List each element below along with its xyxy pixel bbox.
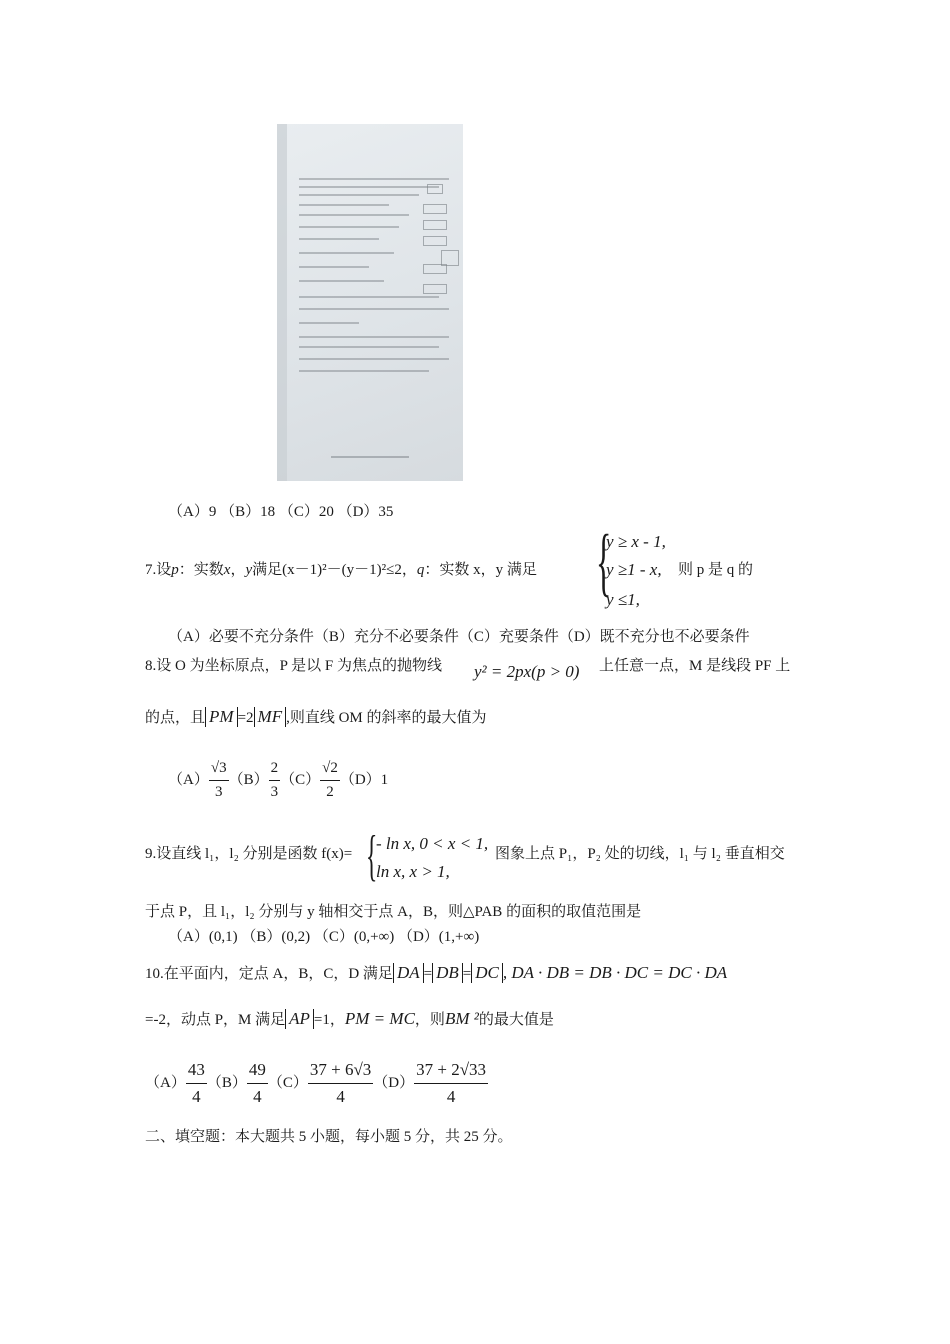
q7-stem-part: 7.设 [145,562,172,578]
q8-parabola-eq: y² = 2px(p > 0) [474,662,580,681]
q10-option-d-fraction [414,1060,488,1107]
q7-system-line-1: y ≥ x - 1, [606,532,666,551]
q10-bm-squared: BM ² [444,1009,479,1028]
photo-text-line [299,308,449,310]
photo-text-line [299,238,379,240]
q8-abs-mf: MF [254,707,287,727]
q7-stem-part: 满足( [252,562,288,578]
q7-stem-part: ：实数 x，y 满足 [424,562,537,578]
photo-text-line [299,370,429,372]
q10-options [145,1060,488,1107]
fraction-denominator: 3 [214,784,223,800]
q7-stem-part: ：实数 [178,562,224,578]
q10-option-c-fraction [308,1060,373,1107]
q10-stem-part: ，则 [414,1012,445,1028]
q7-system-line-2: y ≥1 - x, [606,560,662,579]
fraction-denominator: 4 [192,1087,201,1106]
q10-stem-part: = [423,966,433,982]
q10-stem-part: = [462,966,472,982]
q9-stem-line-2: 于点 P，且 l₁，l₂ 分别与 y 轴相交于点 A，B，则△PAB 的面积的取值范围是 [145,904,642,920]
q10-option-b-fraction [247,1060,268,1107]
photo-text-line [299,226,399,228]
photo-text-line [299,322,359,324]
q8-stem-line-1 [145,654,442,675]
q10-option-label: （A） [145,1074,186,1091]
q7-stem [145,558,537,579]
q7-var-y: y [245,562,253,578]
photo-flowchart-box [423,264,447,274]
q8-stem-part: ,则直线 OM 的斜率的最大值为 [286,710,487,726]
fraction-numerator: √3 [209,760,229,781]
photo-text-line [299,194,419,196]
photo-text-line [299,358,449,360]
photo-text-line [299,186,439,188]
q10-stem-part: =-2，动点 P，M 满足 [145,1012,286,1028]
q7-var-p: p [171,562,179,578]
fraction-denominator: 2 [326,784,334,800]
q10-abs-dc: DC [471,963,503,983]
q7-system-line-3: y ≤1, [606,590,640,609]
photo-text-line [299,204,389,206]
photo-text-line [299,280,384,282]
photo-text-line [299,252,394,254]
fraction-numerator: 2 [269,760,281,781]
q8-option-label: （B） [228,771,269,788]
q10-abs-db: DB [432,963,463,983]
fraction-denominator: 3 [270,784,279,800]
q7-inequality: x－1)²－(y－1)²≤2， [287,562,417,578]
q10-option-a-fraction [186,1060,207,1107]
photo-text-line [299,346,439,348]
q10-abs-da: DA [393,963,424,983]
exam-paper-photo [277,124,463,481]
q10-stem-part: 10.在平面内，定点 A，B，C，D 满足 [145,966,393,982]
section-2-heading: 二、填空题：本大题共 5 小题，每小题 5 分，共 25 分。 [145,1129,513,1145]
q8-option-a-fraction [209,760,229,801]
q9-case-1: - ln x, 0 < x < 1, [376,834,489,853]
q8-option-label: （C） [280,771,321,788]
q8-stem-part: 8.设 O 为坐标原点，P 是以 F 为焦点的抛物线 [145,658,442,674]
fraction-denominator: 4 [253,1087,262,1106]
q10-option-label: （D） [373,1074,415,1091]
photo-text-line [299,214,409,216]
photo-flowchart-box [427,184,443,194]
q7-stem-part: ， [230,562,246,578]
q8-option-b-fraction [269,760,281,801]
fraction-numerator: 37 + 6√3 [308,1060,373,1084]
q8-stem-part: 上任意一点，M 是线段 PF 上 [599,658,791,674]
q10-stem-line-1 [145,962,727,983]
q9-piecewise-brace: { [366,825,378,887]
photo-text-line [299,336,449,338]
photo-text-line [299,178,449,180]
q10-stem-line-2 [145,1008,554,1029]
q10-stem-part: 的最大值是 [478,1012,554,1028]
photo-flowchart-box [423,220,447,230]
q7-var-x: x [223,562,231,578]
fraction-numerator: 49 [247,1060,268,1084]
q8-stem-part: 的点，且 [145,710,206,726]
q8-options [168,760,388,801]
q8-option-label: （D）1 [339,771,389,788]
q6-options: （A）9 （B）18 （C）20 （D）35 [168,504,394,520]
q8-option-c-fraction [320,760,340,801]
photo-shadow [277,124,287,481]
fraction-denominator: 4 [336,1087,345,1106]
fraction-numerator: 37 + 2√33 [414,1060,488,1084]
q7-system-brace: { [596,520,612,604]
q10-abs-ap: AP [285,1009,314,1029]
q9-case-2: ln x, x > 1, [376,862,450,881]
q8-stem-line-2 [145,706,487,727]
photo-flowchart-box [423,284,447,294]
photo-flowchart-box [423,236,447,246]
photo-text-line [299,296,439,298]
q10-pm-mc: PM = MC [344,1009,415,1028]
q8-abs-pm: PM [205,707,238,727]
q8-stem-part: =2 [237,710,254,726]
q9-stem-part: 图象上点 P₁，P₂ 处的切线，l₁ 与 l₂ 垂直相交 [495,846,785,862]
fraction-denominator: 4 [446,1087,456,1106]
photo-text-line [299,266,369,268]
q10-dot-products: , DA · DB = DB · DC = DC · DA [502,963,728,982]
q10-option-label: （B） [206,1074,247,1091]
q9-stem-line-1: 9.设直线 l₁，l₂ 分别是函数 f(x)= [145,846,353,862]
q10-option-label: （C） [267,1074,308,1091]
fraction-numerator: 43 [186,1060,207,1084]
q8-option-label: （A） [168,771,209,788]
q7-var-q: q [416,562,425,578]
photo-flowchart-box [423,204,447,214]
q10-stem-part: =1， [313,1012,345,1028]
photo-footer-line [331,456,409,458]
q7-options: （A）必要不充分条件（B）充分不必要条件（C）充要条件（D）既不充分也不必要条件 [168,629,750,645]
q7-tail: 则 p 是 q 的 [678,562,754,578]
fraction-numerator: √2 [320,760,340,781]
q9-options: （A）(0,1) （B）(0,2) （C）(0,+∞) （D）(1,+∞) [168,929,480,945]
